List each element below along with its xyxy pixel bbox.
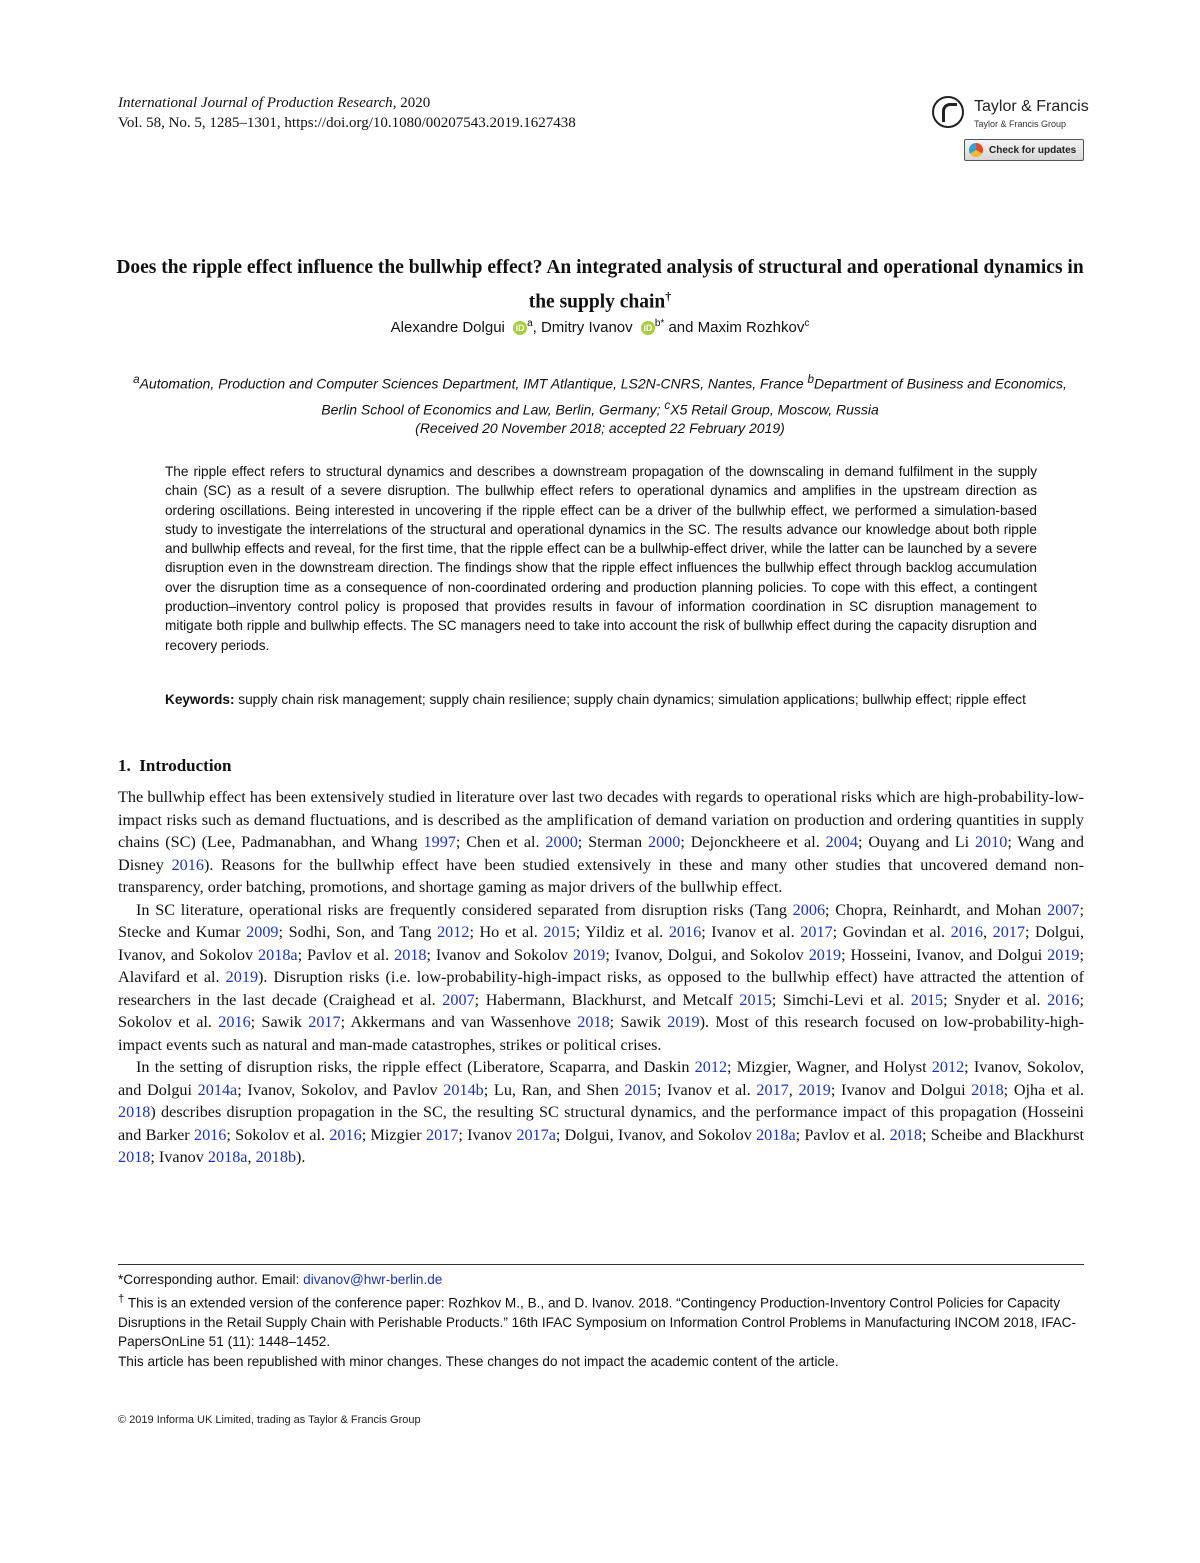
body-text-run: ; Sodhi, Son, and Tang [278,923,438,941]
body-text-run: ; Wang and Disney [118,833,1084,874]
body-text-run: ; Lu, Ran, and Shen [483,1080,625,1099]
body-text-run: ; Simchi-Levi et al. [771,990,911,1009]
publisher-logo [932,96,1092,136]
citation-link[interactable]: 2018 [577,1013,610,1031]
affil-sup: b [807,373,814,386]
citation-link[interactable]: 2014b [443,1080,484,1099]
author-affil-sup: a [527,318,533,329]
author-list: Alexandre Dolgui iD $^a$, Dmitry Ivanov iD $^{b*}$ and Maxim Rozhkov$^c$ [390,318,810,336]
body-text-run: ; Yildiz et al. [575,923,669,941]
author-email-link[interactable]: divanov@hwr-berlin.de [303,1272,443,1287]
citation-link[interactable]: 2018 [394,945,427,964]
citation-link[interactable]: 2012 [931,1058,965,1076]
orcid-icon[interactable]: iD [513,321,527,335]
citation-link[interactable]: 2009 [246,923,279,941]
body-text-run: ; Scheibe and Blackhurst [921,1125,1085,1144]
citation-link[interactable]: 2017 [756,1080,789,1099]
journal-header [118,93,576,133]
citation-link[interactable]: 2016 [329,1125,362,1144]
footnote-extended-text: This is an extended version of the conference paper: Rozhkov M., B., and D. Ivanov. 2018. “Contingency Production-Inventory Control Policies for Capacity Disruptions in the Retail Supply Chain with Perishable Products.” 16th IFAC Symposium on Information Control Problems in Manufacturing INCOM 2018, IFAC-PapersOnLine 51 (11): 1448–1452. [118,1295,1077,1350]
body-text-run: ; Stecke and Kumar [118,900,1084,941]
author-name: Dmitry Ivanov [540,319,633,336]
citation-link[interactable]: 2016 [668,923,702,941]
citation-link[interactable]: 2015 [910,990,944,1009]
body-text-run: ; Snyder et al. [943,990,1048,1009]
citation-link[interactable]: 2018 [889,1125,922,1144]
citation-link[interactable]: 2016 [950,923,983,941]
check-for-updates-label: Check for updates [989,144,1077,156]
citation-link[interactable]: 2016 [218,1013,251,1031]
citation-link[interactable]: 2018a [258,945,298,964]
body-text-run: ; Alavifard et al. [118,945,1085,986]
affiliation-a: Automation, Production and Computer Sciences Department, IMT Atlantique, LS2N-CNRS, Nantes, France [139,375,804,392]
body-text-run: ; Ivanov, Sokolov, and Pavlov [237,1080,444,1099]
journal-year: , 2020 [392,95,431,111]
citation-link[interactable]: 2007 [1047,900,1080,919]
citation-link[interactable]: 1997 [423,833,456,851]
citation-link[interactable]: 2012 [694,1058,728,1076]
body-text-run: ; Ivanov and Sokolov [426,945,573,964]
orcid-icon[interactable]: iD [641,321,655,335]
body-text-run: ; Sokolov et al. [226,1125,330,1144]
body-paragraph [118,899,1084,1057]
section-number: 1. [118,756,131,775]
footnote-corresponding [118,1270,1084,1290]
body-text-run: ; Mizgier, Wagner, and Holyst [727,1058,932,1076]
author-affil-sup: c [804,318,810,329]
citation-link[interactable]: 2018 [971,1080,1004,1099]
citation-link[interactable]: 2018a [207,1148,248,1166]
body-text-run: ; Sterman [577,833,648,851]
body-paragraph [118,786,1084,899]
corresponding-label: *Corresponding author. Email: [118,1272,304,1287]
citation-link[interactable]: 2016 [171,855,204,874]
body-text-run: ; Pavlov et al. [297,945,395,964]
author-name: Alexandre Dolgui [390,319,505,336]
citation-link[interactable]: 2019 [225,968,259,986]
citation-link[interactable]: 2016 [193,1125,227,1144]
affil-sup: a [133,373,140,386]
check-for-updates-button[interactable] [964,139,1084,161]
citation-link[interactable]: 2015 [739,990,772,1009]
title-dagger: † [665,289,672,303]
citation-link[interactable]: 2014a [197,1080,238,1099]
body-paragraph [118,1056,1084,1169]
body-text-run: ; Habermann, Blackhurst, and Metcalf [474,990,740,1009]
citation-link[interactable]: 2004 [825,833,858,851]
body-text-run: ; Ivanov and Dolgui [830,1080,972,1099]
body-text-run: , [247,1148,256,1166]
footnotes [118,1270,1084,1371]
citation-link[interactable]: 2000 [647,833,681,851]
author-name: Maxim Rozhkov [697,319,805,336]
citation-link[interactable]: 2018b [255,1148,297,1166]
body-text-run: ; Sawik [250,1013,309,1031]
body-text-run: ). [296,1148,306,1166]
affiliation-b: Department of Business and Economics, Berlin School of Economics and Law, Berlin, Germany; [321,375,1067,418]
footnote-dagger: † [118,1292,125,1305]
section-title: Introduction [139,756,232,775]
body-text-run: ; Ojha et al. [1003,1080,1085,1099]
footnote-extended [118,1290,1084,1352]
section-heading [118,756,232,776]
publisher-name: Taylor & Francis [974,98,1089,115]
crossmark-icon [969,143,983,157]
citation-link[interactable]: 2019 [1047,945,1080,964]
citation-link[interactable]: 2016 [1047,990,1080,1009]
paper-title-text: Does the ripple effect influence the bullwhip effect? An integrated analysis of structural and operational dynamics in the supply chain [116,257,1084,313]
taylor-francis-logo-icon [932,96,964,128]
body-text-run: ; Ivanov [458,1125,517,1144]
body-text-run: ). Reasons for the bullwhip effect have been studied extensively in these and many other studies that uncovered demand non-transparency, order batching, promotions, and shortage gaming as major drivers of the bullwhip effect. [118,855,1085,896]
citation-link[interactable]: 2010 [974,833,1008,851]
citation-link[interactable]: 2017 [992,923,1025,941]
affil-sup: c [664,398,671,412]
body-text-run: In SC literature, operational risks are frequently considered separated from disruption risks (Tang [136,900,793,919]
body-text-run: ; Akkermans and van Wassenhove [340,1013,578,1031]
body-text-run: ). Most of this research focused on low-probability-high-impact events such as natural and man-made catastrophes, strikes or political crises. [118,1013,1085,1054]
author-affil-sup: b* [654,318,665,329]
body-text-run: ; Ivanov, Dolgui, and Sokolov [605,945,809,964]
body-text-run: ; Dejonckheere et al. [680,833,826,851]
citation-link[interactable]: 2017 [308,1013,341,1031]
citation-link[interactable]: 2019 [667,1013,700,1031]
body-text-run: ; Ivanov [150,1148,208,1166]
journal-name: International Journal of Production Research [118,95,393,111]
body-text-run: ). Disruption risks (i.e. low-probability-high-impact risks, as opposed to the bullwhip effect) have attracted the attention of researchers in the last decade (Craighead et al. [118,968,1085,1009]
body-text-run: ; Chopra, Reinhardt, and Mohan [825,900,1048,919]
body-text-run: ; Chen et al. [455,833,546,851]
publisher-group: Taylor & Francis Group [974,119,1067,129]
body-text-run: , [982,923,993,941]
citation-link[interactable]: 2018 [118,1148,151,1166]
body-text-run: , [788,1080,799,1099]
body-text-run: ; Ivanov, Sokolov, and Dolgui [118,1058,1084,1099]
citation-link[interactable]: 2015 [624,1080,657,1099]
footnote-republished: This article has been republished with minor changes. These changes do not impact the academic content of the article. [118,1353,839,1369]
received-dates: (Received 20 November 2018; accepted 22 February 2019) [415,420,785,436]
body-text-run: ; Ouyang and Li [857,833,975,851]
body-text-run: The bullwhip effect has been extensively studied in literature over last two decades with regards to operational risks which are high-probability-low-impact risks such as demand fluctuations, and is described as the amplification of demand variation on production and ordering quantities in supply chains (SC) (Lee, Padmanabhan, and Whang [118,788,1084,851]
body-text-run: ; Pavlov et al. [795,1125,890,1144]
body-text-run: In the setting of disruption risks, the ripple effect (Liberatore, Scaparra, and Daskin [136,1058,695,1076]
citation-link[interactable]: 2012 [437,923,470,941]
citation-link[interactable]: 2017a [516,1125,556,1144]
keywords-label: Keywords: [165,692,235,707]
citation-link[interactable]: 2018a [756,1125,796,1144]
body-text-run: ; Govindan et al. [832,923,951,941]
journal-citation[interactable]: Vol. 58, No. 5, 1285–1301, https://doi.org/10.1080/00207543.2019.1627438 [118,115,576,131]
citation-link[interactable]: 2019 [798,1080,831,1099]
body-text-run: ) describes disruption propagation in the SC, the resulting SC structural dynamics, and the performance impact of this propagation (Hosseini and Barker [118,1103,1084,1144]
abstract: The ripple effect refers to structural dynamics and describes a downstream propagation of the downscaling in demand fulfilment in the supply chain (SC) as a result of a severe disruption. The bullwhip effect refers to operational dynamics and amplifies in the upstream direction as ordering oscillations. Being interested in uncovering if the ripple effect can be a driver of the bullwhip effect, we performed a simulation-based study to investigate the interrelations of the structural and operational dynamics in the SC. The results advance our knowledge about both ripple and bullwhip effects and reveal, for the first time, that the ripple effect can be a bullwhip-effect driver, while the latter can be launched by a severe disruption even in the downstream direction. The findings show that the ripple effect influences the bullwhip effect through backlog accumulation over the disruption time as a consequence of non-coordinated ordering and production planning policies. To cope with this effect, a contingent production–inventory control policy is proposed that provides results in favour of information coordination in SC disruption management to mitigate both ripple and bullwhip effects. The SC managers need to take into account the risk of bullwhip effect during the capacity disruption and recovery periods. [165,464,1037,653]
body-text-run: ; Ivanov et al. [701,923,801,941]
introduction-body [118,786,1084,1169]
affiliation-c: X5 Retail Group, Moscow, Russia [670,401,879,418]
citation-link[interactable]: 2019 [808,945,842,964]
body-text-run: ; Ivanov et al. [656,1080,757,1099]
affiliations [120,369,1080,420]
body-text-run: ; Dolgui, Ivanov, and Sokolov [555,1125,757,1144]
footnote-divider [118,1264,1084,1265]
author-joiner: and [668,319,694,336]
body-text-run: ; Sawik [609,1013,668,1031]
citation-link[interactable]: 2007 [442,990,475,1009]
citation-link[interactable]: 2017 [800,923,833,941]
citation-link[interactable]: 2015 [543,923,576,941]
citation-link[interactable]: 2017 [425,1125,459,1144]
body-text-run: ; Sokolov et al. [118,990,1084,1031]
paper-title [110,254,1090,317]
copyright-notice: © 2019 Informa UK Limited, trading as Taylor & Francis Group [118,1414,421,1426]
body-text-run: ; Mizgier [361,1125,426,1144]
citation-link[interactable]: 2018 [118,1103,151,1121]
body-text-run: ; Hosseini, Ivanov, and Dolgui [841,945,1048,964]
citation-link[interactable]: 2000 [545,833,578,851]
body-text-run: ; Dolgui, Ivanov, and Sokolov [118,923,1085,964]
body-text-run: ; Ho et al. [469,923,544,941]
keywords-text: supply chain risk management; supply chain resilience; supply chain dynamics; simulation applications; bullwhip effect; ripple effect [238,692,1026,707]
keywords [165,690,1037,709]
citation-link[interactable]: 2019 [572,945,606,964]
citation-link[interactable]: 2006 [792,900,826,919]
